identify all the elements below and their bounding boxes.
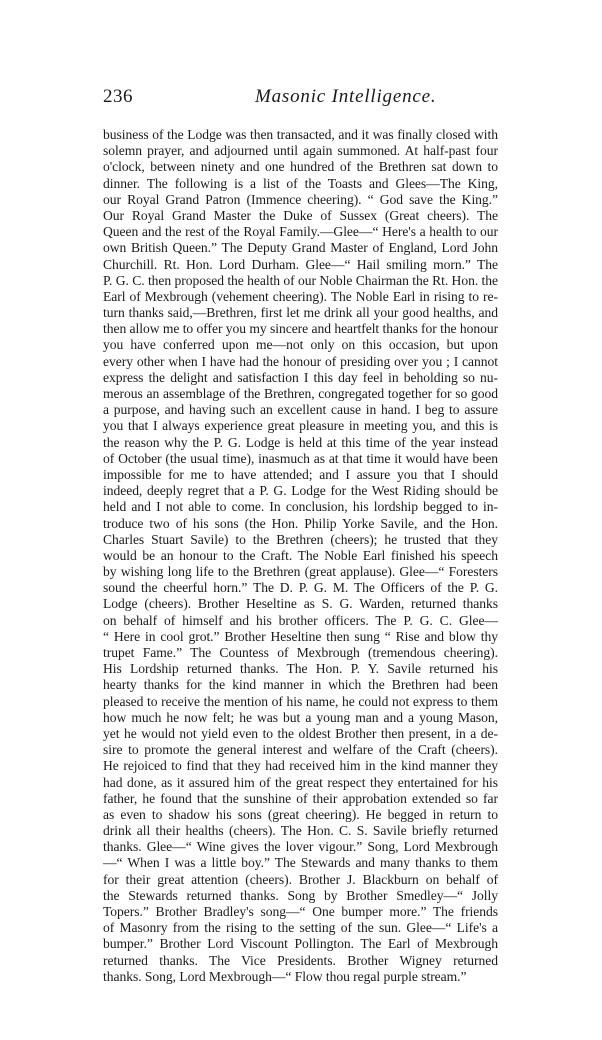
text-line: pleased to receive the mention of his name, he could not express to them (103, 693, 498, 709)
text-line: father, he found that the sunshine of their approbation extended so far (103, 790, 498, 806)
text-line: drink all their healths (cheers). The Hon. C. S. Savile briefly returned (103, 823, 498, 839)
text-line: business of the Lodge was then transacted, and it was finally closed with (103, 127, 498, 142)
text-line: Queen and the rest of the Royal Family.—Glee—“ Here's a health to our (103, 224, 498, 240)
text-line: a purpose, and having such an excellent cause in hand. I beg to assure (103, 402, 498, 418)
text-line: you have conferred upon me—not only on this occasion, but upon (103, 337, 498, 353)
running-head (103, 86, 437, 114)
text-line: impossible for me to have attended; and I assure you that I should (103, 466, 498, 482)
text-line: the Stewards returned thanks. Song by Brother Smedley—“ Jolly (103, 887, 498, 903)
text-line: had done, as it assured him of the great respect they entertained for his (103, 774, 498, 790)
text-line: of October (the usual time), inasmuch as at that time it would have been (103, 450, 498, 466)
text-line: held and I not able to come. In conclusion, his lordship begged to in- (103, 499, 498, 515)
text-line: —“ When I was a little boy.” The Stewards and many thanks to them (103, 855, 498, 871)
text-line: merous an assemblage of the Brethren, congregated together for so good (103, 386, 498, 401)
text-line: yet he would not yield even to the oldest Brother then present, in a de- (103, 725, 498, 741)
text-line: Our Royal Grand Master the Duke of Sussex (Great cheers). The (103, 207, 498, 223)
body-text (103, 127, 498, 985)
text-line: you that I always experience great pleasure in meeting you, and this is (103, 418, 498, 434)
text-line: on behalf of himself and his brother officers. The P. G. C. Glee— (103, 612, 498, 628)
running-title: Masonic Intelligence. (255, 86, 437, 107)
text-line: He rejoiced to find that they had received him in the kind manner they (103, 758, 498, 774)
text-line: troduce two of his sons (the Hon. Philip Yorke Savile, and the Hon. (103, 515, 498, 531)
text-line: Earl of Mexbrough (vehement cheering). The Noble Earl in rising to re- (103, 288, 498, 304)
text-line: Lodge (cheers). Brother Heseltine as S. G. Warden, returned thanks (103, 596, 498, 612)
text-line: for their great attention (cheers). Brother J. Blackburn on behalf of (103, 871, 498, 887)
text-line: sire to promote the general interest and welfare of the Craft (cheers). (103, 742, 498, 758)
text-line: His Lordship returned thanks. The Hon. P. Y. Savile returned his (103, 661, 498, 677)
text-line: trupet Fame.” The Countess of Mexbrough (tremendous cheering). (103, 645, 498, 660)
text-line: the reason why the P. G. Lodge is held at this time of the year instead (103, 434, 498, 450)
text-line: own British Queen.” The Deputy Grand Master of England, Lord John (103, 240, 498, 256)
text-line: indeed, deeply regret that a P. G. Lodge for the West Riding should be (103, 483, 498, 499)
text-line: Charles Stuart Savile) to the Brethren (cheers); he trusted that they (103, 531, 498, 547)
text-line: by wishing long life to the Brethren (great applause). Glee—“ Foresters (103, 564, 498, 580)
text-line: thanks. Song, Lord Mexbrough—“ Flow thou regal purple stream.” (103, 968, 467, 984)
text-line: “ Here in cool grot.” Brother Heseltine then sung “ Rise and blow thy (103, 628, 498, 644)
text-line: bumper.” Brother Lord Viscount Pollington. The Earl of Mexbrough (103, 936, 498, 952)
text-line: thanks. Glee—“ Wine gives the lover vigour.” Song, Lord Mexbrough (103, 839, 498, 855)
text-line: our Royal Grand Patron (Immence cheering). “ God save the King.” (103, 191, 498, 207)
text-line: returned thanks. The Vice Presidents. Brother Wigney returned (103, 952, 498, 968)
text-line: solemn prayer, and adjourned until again summoned. At half-past four (103, 143, 498, 159)
text-line: as even to shadow his sons (great cheering). He begged in return to (103, 806, 498, 822)
text-line: Topers.” Brother Bradley's song—“ One bumper more.” The friends (103, 904, 498, 919)
text-line: turn thanks said,—Brethren, first let me drink all your good healths, and (103, 305, 498, 321)
text-line: then allow me to offer you my sincere and heartfelt thanks for the honour (103, 321, 499, 337)
text-line: Churchill. Rt. Hon. Lord Durham. Glee—“ Hail smiling morn.” The (103, 256, 498, 272)
text-line: P. G. C. then proposed the health of our Noble Chairman the Rt. Hon. the (103, 272, 498, 288)
text-line: express the delight and satisfaction I this day feel in beholding so nu- (103, 369, 498, 385)
text-line: sound the cheerful horn.” The D. P. G. M. The Officers of the P. G. (103, 580, 498, 596)
page-number: 236 (103, 86, 133, 107)
text-line: would be an honour to the Craft. The Noble Earl finished his speech (103, 547, 498, 563)
text-line: hearty thanks for the kind manner in which the Brethren had been (103, 677, 498, 693)
text-line: dinner. The following is a list of the Toasts and Glees—The King, (103, 175, 498, 191)
text-line: how much he now felt; he was but a young man and a young Mason, (103, 709, 498, 725)
text-line: every other when I have had the honour of presiding over you ; I cannot (103, 353, 498, 369)
text-line: of Masonry from the rising to the setting of the sun. Glee—“ Life's a (103, 920, 498, 936)
text-line: o'clock, between ninety and one hundred of the Brethren sat down to (103, 159, 498, 175)
